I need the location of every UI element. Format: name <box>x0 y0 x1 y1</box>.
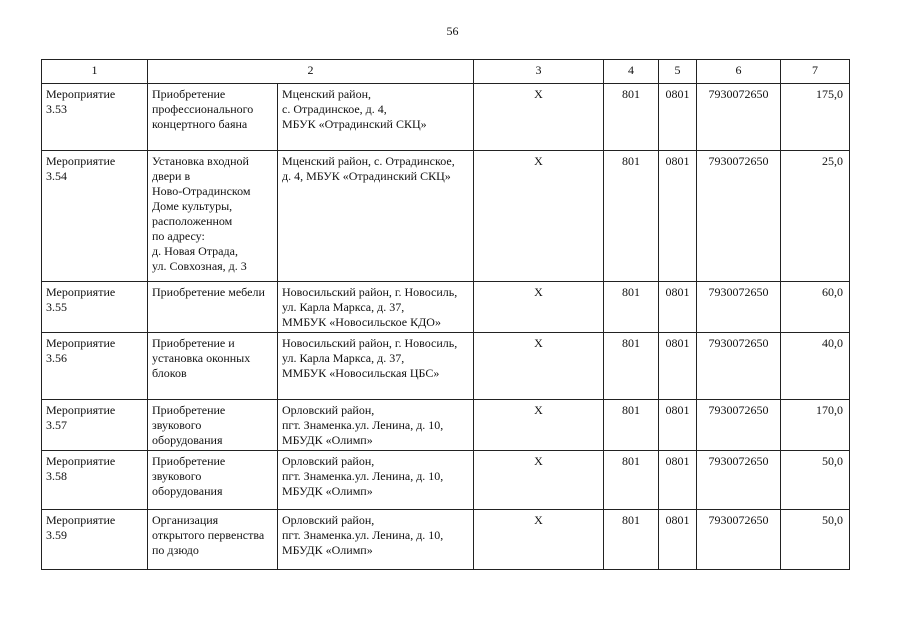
col5-cell: 0801 <box>659 84 697 151</box>
table-row <box>42 282 850 333</box>
description-cell: Приобретение звукового оборудования <box>148 451 278 510</box>
table-row <box>42 151 850 282</box>
budget-table <box>41 59 850 570</box>
header-col-2: 2 <box>148 60 474 84</box>
header-col-6: 6 <box>697 60 781 84</box>
col5-cell: 0801 <box>659 282 697 333</box>
event-cell: Мероприятие 3.53 <box>42 84 148 151</box>
col4-cell: 801 <box>604 282 659 333</box>
col6-cell: 7930072650 <box>697 451 781 510</box>
location-cell: Орловский район, пгт. Знаменка.ул. Ленина, д. 10, МБУДК «Олимп» <box>278 451 474 510</box>
col4-cell: 801 <box>604 151 659 282</box>
table-row <box>42 333 850 400</box>
col6-cell: 7930072650 <box>697 84 781 151</box>
description-cell: Организация открытого первенства по дзюдо <box>148 510 278 570</box>
header-row <box>42 60 850 84</box>
col3-cell: Х <box>474 333 604 400</box>
col4-cell: 801 <box>604 84 659 151</box>
amount-cell: 40,0 <box>781 333 850 400</box>
col6-cell: 7930072650 <box>697 282 781 333</box>
col3-cell: Х <box>474 400 604 451</box>
amount-cell: 50,0 <box>781 510 850 570</box>
amount-cell: 175,0 <box>781 84 850 151</box>
amount-cell: 25,0 <box>781 151 850 282</box>
event-cell: Мероприятие 3.55 <box>42 282 148 333</box>
page-number: 56 <box>446 24 459 38</box>
col6-cell: 7930072650 <box>697 333 781 400</box>
header-col-7: 7 <box>781 60 850 84</box>
event-cell: Мероприятие 3.54 <box>42 151 148 282</box>
location-cell: Орловский район, пгт. Знаменка.ул. Ленина, д. 10, МБУДК «Олимп» <box>278 510 474 570</box>
table-row <box>42 451 850 510</box>
col5-cell: 0801 <box>659 510 697 570</box>
header-col-5: 5 <box>659 60 697 84</box>
event-cell: Мероприятие 3.57 <box>42 400 148 451</box>
description-cell: Установка входной двери в Ново-Отрадинском Доме культуры, расположенном по адресу: д. Новая Отрада, ул. Совхозная, д. 3 <box>148 151 278 282</box>
col3-cell: Х <box>474 151 604 282</box>
col5-cell: 0801 <box>659 451 697 510</box>
location-cell: Орловский район, пгт. Знаменка.ул. Ленина, д. 10, МБУДК «Олимп» <box>278 400 474 451</box>
event-cell: Мероприятие 3.56 <box>42 333 148 400</box>
event-cell: Мероприятие 3.58 <box>42 451 148 510</box>
col4-cell: 801 <box>604 333 659 400</box>
col3-cell: Х <box>474 451 604 510</box>
header-col-4: 4 <box>604 60 659 84</box>
col4-cell: 801 <box>604 510 659 570</box>
col3-cell: Х <box>474 84 604 151</box>
location-cell: Новосильский район, г. Новосиль, ул. Карла Маркса, д. 37, ММБУК «Новосильская ЦБС» <box>278 333 474 400</box>
description-cell: Приобретение мебели <box>148 282 278 333</box>
col5-cell: 0801 <box>659 151 697 282</box>
col6-cell: 7930072650 <box>697 510 781 570</box>
location-cell: Мценский район, с. Отрадинское, д. 4, МБУК «Отрадинский СКЦ» <box>278 84 474 151</box>
amount-cell: 170,0 <box>781 400 850 451</box>
col6-cell: 7930072650 <box>697 151 781 282</box>
location-cell: Новосильский район, г. Новосиль, ул. Карла Маркса, д. 37, ММБУК «Новосильское КДО» <box>278 282 474 333</box>
col3-cell: Х <box>474 510 604 570</box>
col4-cell: 801 <box>604 451 659 510</box>
col6-cell: 7930072650 <box>697 400 781 451</box>
event-cell: Мероприятие 3.59 <box>42 510 148 570</box>
col4-cell: 801 <box>604 400 659 451</box>
table-row <box>42 400 850 451</box>
table-row <box>42 84 850 151</box>
header-col-3: 3 <box>474 60 604 84</box>
location-cell: Мценский район, с. Отрадинское, д. 4, МБУК «Отрадинский СКЦ» <box>278 151 474 282</box>
description-cell: Приобретение звукового оборудования <box>148 400 278 451</box>
amount-cell: 60,0 <box>781 282 850 333</box>
col5-cell: 0801 <box>659 400 697 451</box>
col5-cell: 0801 <box>659 333 697 400</box>
col3-cell: Х <box>474 282 604 333</box>
description-cell: Приобретение и установка оконных блоков <box>148 333 278 400</box>
description-cell: Приобретение профессионального концертного баяна <box>148 84 278 151</box>
table-row <box>42 510 850 570</box>
header-col-1: 1 <box>42 60 148 84</box>
amount-cell: 50,0 <box>781 451 850 510</box>
